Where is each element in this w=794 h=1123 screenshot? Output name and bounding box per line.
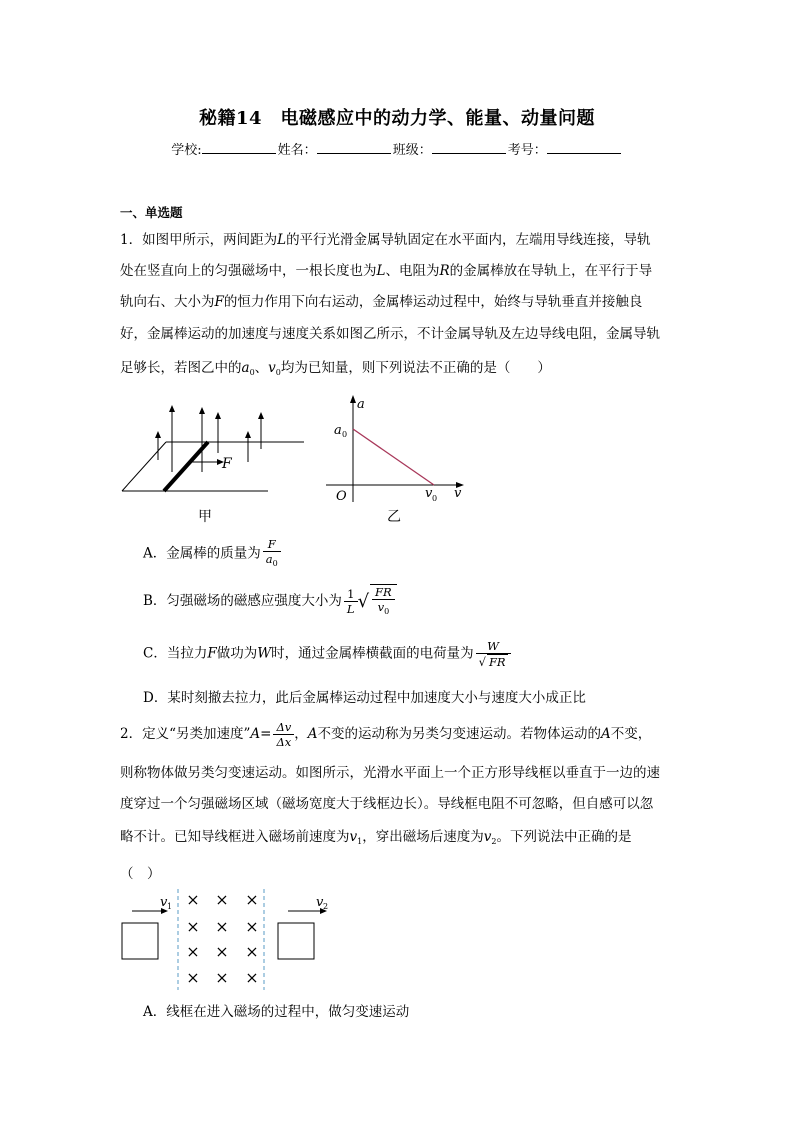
- field-cross: ×: [186, 890, 200, 909]
- q1-option-c[interactable]: C．当拉力F做功为W时，通过金属棒横截面的电荷量为 $\frac{W}{√ FR}$: [143, 639, 511, 669]
- page-title: 秘籍14 电磁感应中的动力学、能量、动量问题: [198, 108, 596, 129]
- y-axis-label: a: [357, 397, 365, 412]
- frame-before: [122, 923, 158, 959]
- q2-line-5: （ ）: [120, 866, 161, 882]
- q1-option-a[interactable]: A．金属棒的质量为 $\frac{F}{a_0}$: [143, 537, 281, 571]
- q1-line-4: 好，金属棒运动的加速度与速度关系如图乙所示，不计金属导轨及左边导线电阻，金属导轨: [120, 326, 660, 342]
- frame-after: [278, 923, 314, 959]
- q1-line-5: 足够长，若图乙中的$a_0$、$v_0$均为已知量，则下列说法不正确的是（ ）: [120, 360, 551, 377]
- exam-number-field[interactable]: [547, 141, 621, 154]
- x-intercept-label: v: [425, 486, 433, 501]
- x-intercept-sub: 0: [432, 494, 438, 503]
- v1-label: v: [160, 895, 168, 910]
- field-cross: ×: [186, 968, 200, 987]
- y-intercept-sub: 0: [342, 430, 348, 439]
- name-label: 姓名：: [277, 143, 317, 158]
- section-title: 一、单选题: [120, 205, 183, 220]
- field-cross: ×: [245, 968, 259, 987]
- v1-sub: 1: [167, 902, 173, 911]
- school-label: 学校:: [171, 143, 202, 158]
- q1-option-d[interactable]: D．某时刻撤去拉力，此后金属棒运动过程中加速度大小与速度大小成正比: [143, 690, 586, 706]
- figure-yi-graph: [320, 393, 470, 508]
- field-cross: ×: [245, 942, 259, 961]
- q2-option-a[interactable]: A．线框在进入磁场的过程中，做匀变速运动: [143, 1004, 410, 1020]
- q1-line-3: 轨向右、大小为F的恒力作用下向右运动，金属棒运动过程中，始终与导轨垂直并接触良: [120, 294, 643, 310]
- force-label: F: [222, 456, 232, 472]
- q1-line-2: 处在竖直向上的匀强磁场中，一根长度也为L、电阻为R的金属棒放在导轨上，在平行于导: [120, 263, 653, 279]
- field-cross: ×: [245, 890, 259, 909]
- q2-line-3: 度穿过一个匀强磁场区域（磁场宽度大于线框边长）。导线框电阻不可忽略，但自感可以忽: [120, 796, 654, 812]
- class-label: 班级：: [392, 143, 432, 158]
- figure-jia-rails: [118, 405, 308, 527]
- field-cross: ×: [186, 917, 200, 936]
- figure-yi-caption: 乙: [387, 509, 401, 525]
- field-cross: ×: [245, 917, 259, 936]
- q2-line-2: 则称物体做另类匀变速运动。如图所示，光滑水平面上一个正方形导线框以垂直于一边的速: [120, 765, 660, 781]
- a-v-line: [353, 429, 434, 485]
- v2-label: v: [316, 895, 324, 910]
- q1-option-b[interactable]: B．匀强磁场的磁感应强度大小为 $\frac{1}{L}$ √ $\frac{FR}{v_0}$: [143, 584, 397, 619]
- name-field[interactable]: [317, 141, 391, 154]
- q2-line-1: 2．定义“另类加速度”A= $\frac{\Delta v}{\Delta x}$ ，A不变的运动称为另类匀变速运动。若物体运动的A不变，: [120, 720, 652, 749]
- figure-q2-magnetic-field: [115, 886, 345, 992]
- student-info-line: [0, 139, 794, 158]
- q1-line-1: 1．如图甲所示，两间距为L的平行光滑金属导轨固定在水平面内，左端用导线连接，导轨: [120, 232, 651, 248]
- figure-jia-caption: 甲: [198, 509, 212, 525]
- field-cross: ×: [215, 942, 229, 961]
- class-field[interactable]: [432, 141, 506, 154]
- origin-label: O: [336, 489, 347, 504]
- metal-rod: [164, 442, 208, 491]
- rail-left-connector: [122, 442, 166, 491]
- field-cross: ×: [215, 968, 229, 987]
- exam-label: 考号：: [507, 143, 547, 158]
- v2-sub: 2: [323, 902, 329, 911]
- q2-line-4: 略不计。已知导线框进入磁场前速度为$v_1$，穿出磁场后速度为$v_2$。下列说法中正确的是: [120, 829, 632, 846]
- field-cross: ×: [215, 917, 229, 936]
- y-intercept-label: a: [334, 423, 342, 438]
- x-axis-label: v: [454, 486, 462, 501]
- school-field[interactable]: [202, 141, 276, 154]
- field-cross: ×: [215, 890, 229, 909]
- field-cross: ×: [186, 942, 200, 961]
